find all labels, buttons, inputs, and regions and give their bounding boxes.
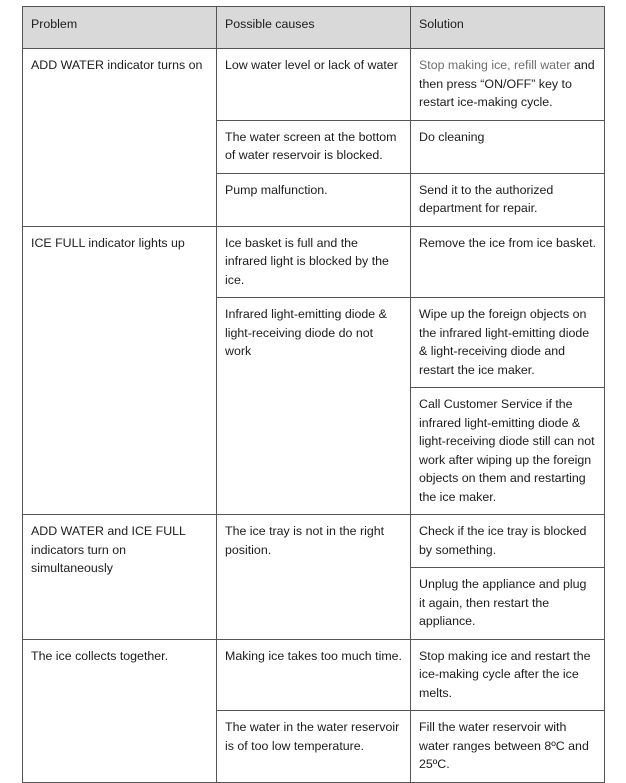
problem-cell: ICE FULL indicator lights up [23, 226, 217, 515]
solution-text: and then press “ON/OFF” key to restart ice-making cycle. [419, 58, 595, 109]
problem-cell: ADD WATER and ICE FULL indicators turn on simultaneously [23, 515, 217, 640]
cause-cell: Making ice takes too much time. [217, 639, 411, 711]
column-header-problem: Problem [23, 7, 217, 49]
table-row [23, 226, 605, 298]
cause-cell: The water screen at the bottom of water reservoir is blocked. [217, 120, 411, 173]
solution-cell: Send it to the authorized department for repair. [411, 173, 605, 226]
cause-cell: Pump malfunction. [217, 173, 411, 226]
problem-cell: The ice collects together. [23, 639, 217, 782]
table-header [23, 7, 605, 49]
problem-cell: ADD WATER indicator turns on [23, 49, 217, 227]
troubleshooting-table-container [22, 6, 604, 783]
table-body [23, 49, 605, 783]
table-row [23, 515, 605, 568]
table-row [23, 49, 605, 121]
solution-cell: Unplug the appliance and plug it again, then restart the appliance. [411, 568, 605, 640]
cause-cell: Ice basket is full and the infrared light is blocked by the ice. [217, 226, 411, 298]
troubleshooting-table [22, 6, 605, 783]
solution-cell: Remove the ice from ice basket. [411, 226, 605, 298]
solution-cell: Check if the ice tray is blocked by something. [411, 515, 605, 568]
solution-cell: Do cleaning [411, 120, 605, 173]
cause-cell: Infrared light-emitting diode & light-receiving diode do not work [217, 298, 411, 515]
solution-cell: Stop making ice and restart the ice-making cycle after the ice melts. [411, 639, 605, 711]
column-header-solution: Solution [411, 7, 605, 49]
solution-cell: Call Customer Service if the infrared light-emitting diode & light-receiving diode still can not work after wiping up the foreign objects on them and restarting the ice maker. [411, 388, 605, 515]
cause-cell: The ice tray is not in the right position. [217, 515, 411, 640]
cause-cell: Low water level or lack of water [217, 49, 411, 121]
table-row [23, 639, 605, 711]
solution-cell: Wipe up the foreign objects on the infrared light-emitting diode & light-receiving diode and restart the ice maker. [411, 298, 605, 388]
solution-cell: Fill the water reservoir with water ranges between 8ºC and 25ºC. [411, 711, 605, 783]
solution-text-muted: Stop making ice, refill water [419, 58, 571, 72]
column-header-cause: Possible causes [217, 7, 411, 49]
solution-cell [411, 49, 605, 121]
table-header-row [23, 7, 605, 49]
cause-cell: The water in the water reservoir is of too low temperature. [217, 711, 411, 783]
